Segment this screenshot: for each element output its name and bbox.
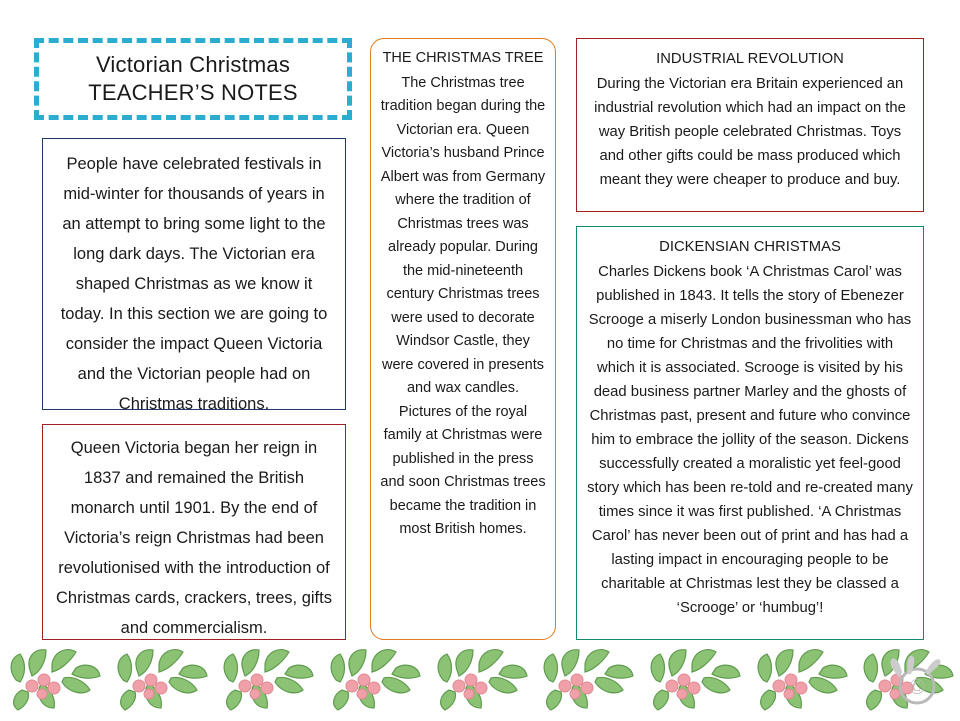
holly-sprig-icon xyxy=(539,646,635,716)
holly-sprig-icon xyxy=(646,646,742,716)
dickensian-christmas-text-box xyxy=(576,226,924,640)
holly-sprig-icon xyxy=(326,646,422,716)
holly-sprig-icon xyxy=(433,646,529,716)
holly-border xyxy=(0,642,960,720)
christmas-tree-heading: THE CHRISTMAS TREE xyxy=(382,50,544,66)
reign-body: Queen Victoria began her reign in 1837 and remained the British monarch until 1901. By the end of Victoria’s reign Christmas had been revolutionised with the introduction of Christmas cards, crackers, trees, gifts and commercialism. xyxy=(56,439,332,637)
page-title-box xyxy=(34,38,352,120)
holly-sprig-icon xyxy=(6,646,102,716)
holly-sprig-icon xyxy=(753,646,849,716)
dickensian-christmas-heading: DICKENSIAN CHRISTMAS xyxy=(659,239,841,255)
holly-sprig-icon xyxy=(219,646,315,716)
christmas-tree-text-box xyxy=(370,38,556,640)
intro-text-box xyxy=(42,138,346,413)
dickensian-christmas-body: Charles Dickens book ‘A Christmas Carol’ was published in 1843. It tells the story of Ebenezer Scrooge a miserly London businessman who has no time for Christmas and the frivolities with which it is associated. Scrooge is visited by his dead business partner Marley and the ghosts of Christmas past, present and future who convince him to embrace the jollity of the season. Dickens successfully created a moralistic yet feel-good story which has been re-told and re-created many times since it was first published. ‘A Christmas Carol’ has never been out of print and has had a lasting impact in encouraging people to be charitable at Christmas lest they be classed a ‘Scrooge’ or ‘humbug’! xyxy=(587,264,913,616)
svg-text:©: © xyxy=(908,674,926,699)
copyright-stamp xyxy=(878,648,948,714)
christmas-tree-body: The Christmas tree tradition began during the Victorian era. Queen Victoria’s husband Prince Albert was from Germany where the tradition of Christmas trees was already popular. During the mid-nineteenth century Christmas trees were used to decorate Windsor Castle, they were covered in presents and wax candles. Pictures of the royal family at Christmas were published in the press and soon Christmas trees became the tradition in most British homes. xyxy=(380,74,546,537)
page-title-line-1: Victorian Christmas xyxy=(95,52,291,77)
intro-body: People have celebrated festivals in mid-winter for thousands of years in an attempt to bring some light to the long dark days. The Victorian era shaped Christmas as we know it today. In this section we are going to consider the impact Queen Victoria and the Victorian people had on Christmas traditions. xyxy=(60,155,328,413)
industrial-revolution-body: During the Victorian era Britain experienced an industrial revolution which had an impact on the way British people celebrated Christmas. Toys and other gifts could be mass produced which meant they were cheaper to produce and buy. xyxy=(594,76,906,188)
industrial-revolution-text-box xyxy=(576,38,924,212)
industrial-revolution-heading: INDUSTRIAL REVOLUTION xyxy=(656,51,844,67)
holly-sprig-icon xyxy=(113,646,209,716)
reign-text-box xyxy=(42,424,346,640)
page-title-line-2: TEACHER’S NOTES xyxy=(88,80,298,105)
